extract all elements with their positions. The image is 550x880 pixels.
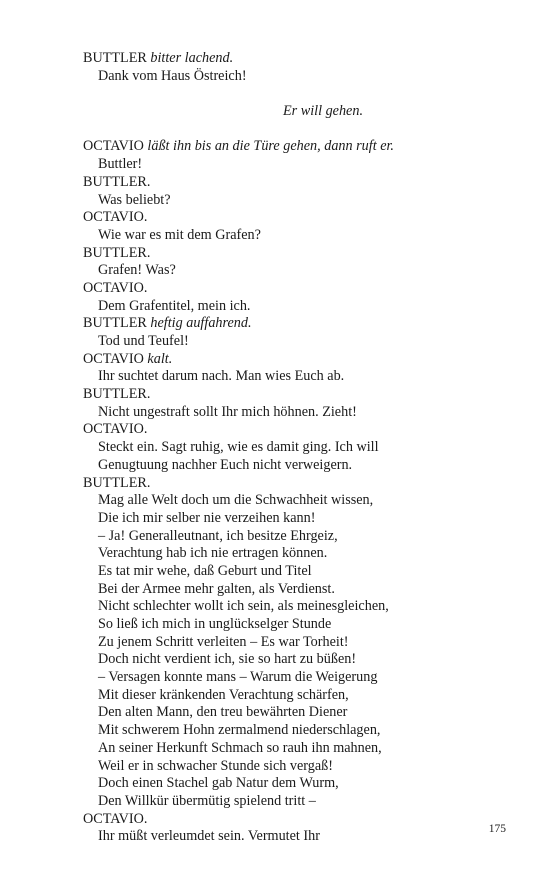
speaker-name: OCTAVIO. [83,209,148,226]
stage-direction: läßt ihn bis an die Türe gehen, dann ruft er. [147,138,394,155]
verse-line: Steckt ein. Sagt ruhig, wie es damit ging. Ich will [98,439,379,456]
speaker-line [83,138,483,156]
verse-line: An seiner Herkunft Schmach so rauh ihn mahnen, [98,739,382,756]
speaker-name: OCTAVIO [83,350,144,367]
verse-line: Weil er in schwacher Stunde sich vergaß! [98,757,333,774]
speaker-line [83,174,483,192]
verse-line: Den Willkür übermütig spielend tritt – [98,792,316,809]
verse-line: Die ich mir selber nie verzeihen kann! [98,509,316,526]
verse-line: Doch einen Stachel gab Natur dem Wurm, [98,775,339,792]
verse-line: So ließ ich mich in unglückselger Stunde [98,616,332,632]
verse-line: Buttler! [98,156,143,173]
blank-line [83,85,483,103]
speaker-line [83,245,483,263]
blank-line [83,121,483,139]
speaker-line [83,421,483,439]
speaker-name: OCTAVIO. [83,279,148,296]
verse-line: Mit dieser kränkenden Verachtung schärfen, [98,686,349,703]
verse-line: Was beliebt? [98,191,171,208]
speaker-name: BUTTLER [83,315,147,332]
stage-direction: Er will gehen. [283,103,363,120]
speaker-name: BUTTLER. [83,386,151,403]
speaker-line [83,386,483,404]
verse-line: – Ja! Generalleutnant, ich besitze Ehrgeiz, [98,527,338,544]
verse-line: Tod und Teufel! [98,333,189,349]
verse-line: Doch nicht verdient ich, sie so hart zu büßen! [98,651,357,668]
verse-line: Den alten Mann, den treu bewährten Diener [98,704,348,721]
verse-line: – Versagen konnte mans – Warum die Weigerung [98,669,378,686]
speaker-name: BUTTLER. [83,173,151,190]
verse-line: Wie war es mit dem Grafen? [98,226,261,243]
speaker-name: OCTAVIO. [83,810,148,827]
play-text [83,50,483,846]
verse-line: Es tat mir wehe, daß Geburt und Titel [98,562,312,579]
speaker-line [83,280,483,298]
verse-line: Mag alle Welt doch um die Schwachheit wissen, [98,492,374,509]
stage-direction: heftig auffahrend. [150,315,252,332]
speaker-name: OCTAVIO [83,138,144,155]
verse-line: Verachtung hab ich nie ertragen können. [98,545,328,562]
speaker-line [83,475,483,493]
page-number: 175 [488,823,506,835]
speaker-line [83,209,483,227]
speaker-line [83,351,483,369]
speaker-name: BUTTLER. [83,244,151,261]
speaker-name: BUTTLER. [83,474,151,491]
verse-line: Bei der Armee mehr galten, als Verdienst. [98,580,335,597]
speaker-line [83,811,483,829]
verse-line: Grafen! Was? [98,262,176,279]
stage-direction: kalt. [147,350,173,367]
verse-line: Mit schwerem Hohn zermalmend niederschlagen, [98,722,381,739]
verse-line: Nicht schlechter wollt ich sein, als meinesgleichen, [98,598,389,615]
verse-line: Dem Grafentitel, mein ich. [98,297,251,314]
stage-direction: bitter lachend. [150,50,234,66]
verse-line: Ihr suchtet darum nach. Man wies Euch ab. [98,368,345,385]
verse-line: Zu jenem Schritt verleiten – Es war Torheit! [98,633,349,650]
verse-line: Genugtuung nachher Euch nicht verweigern. [98,456,353,473]
speaker-name: BUTTLER [83,50,147,66]
verse-line: Nicht ungestraft sollt Ihr mich höhnen. Zieht! [98,403,357,420]
speaker-name: OCTAVIO. [83,421,148,438]
verse-line: Ihr müßt verleumdet sein. Vermutet Ihr [98,828,320,845]
speaker-line [83,50,483,68]
verse-line: Dank vom Haus Östreich! [98,67,247,84]
speaker-line [83,315,483,333]
